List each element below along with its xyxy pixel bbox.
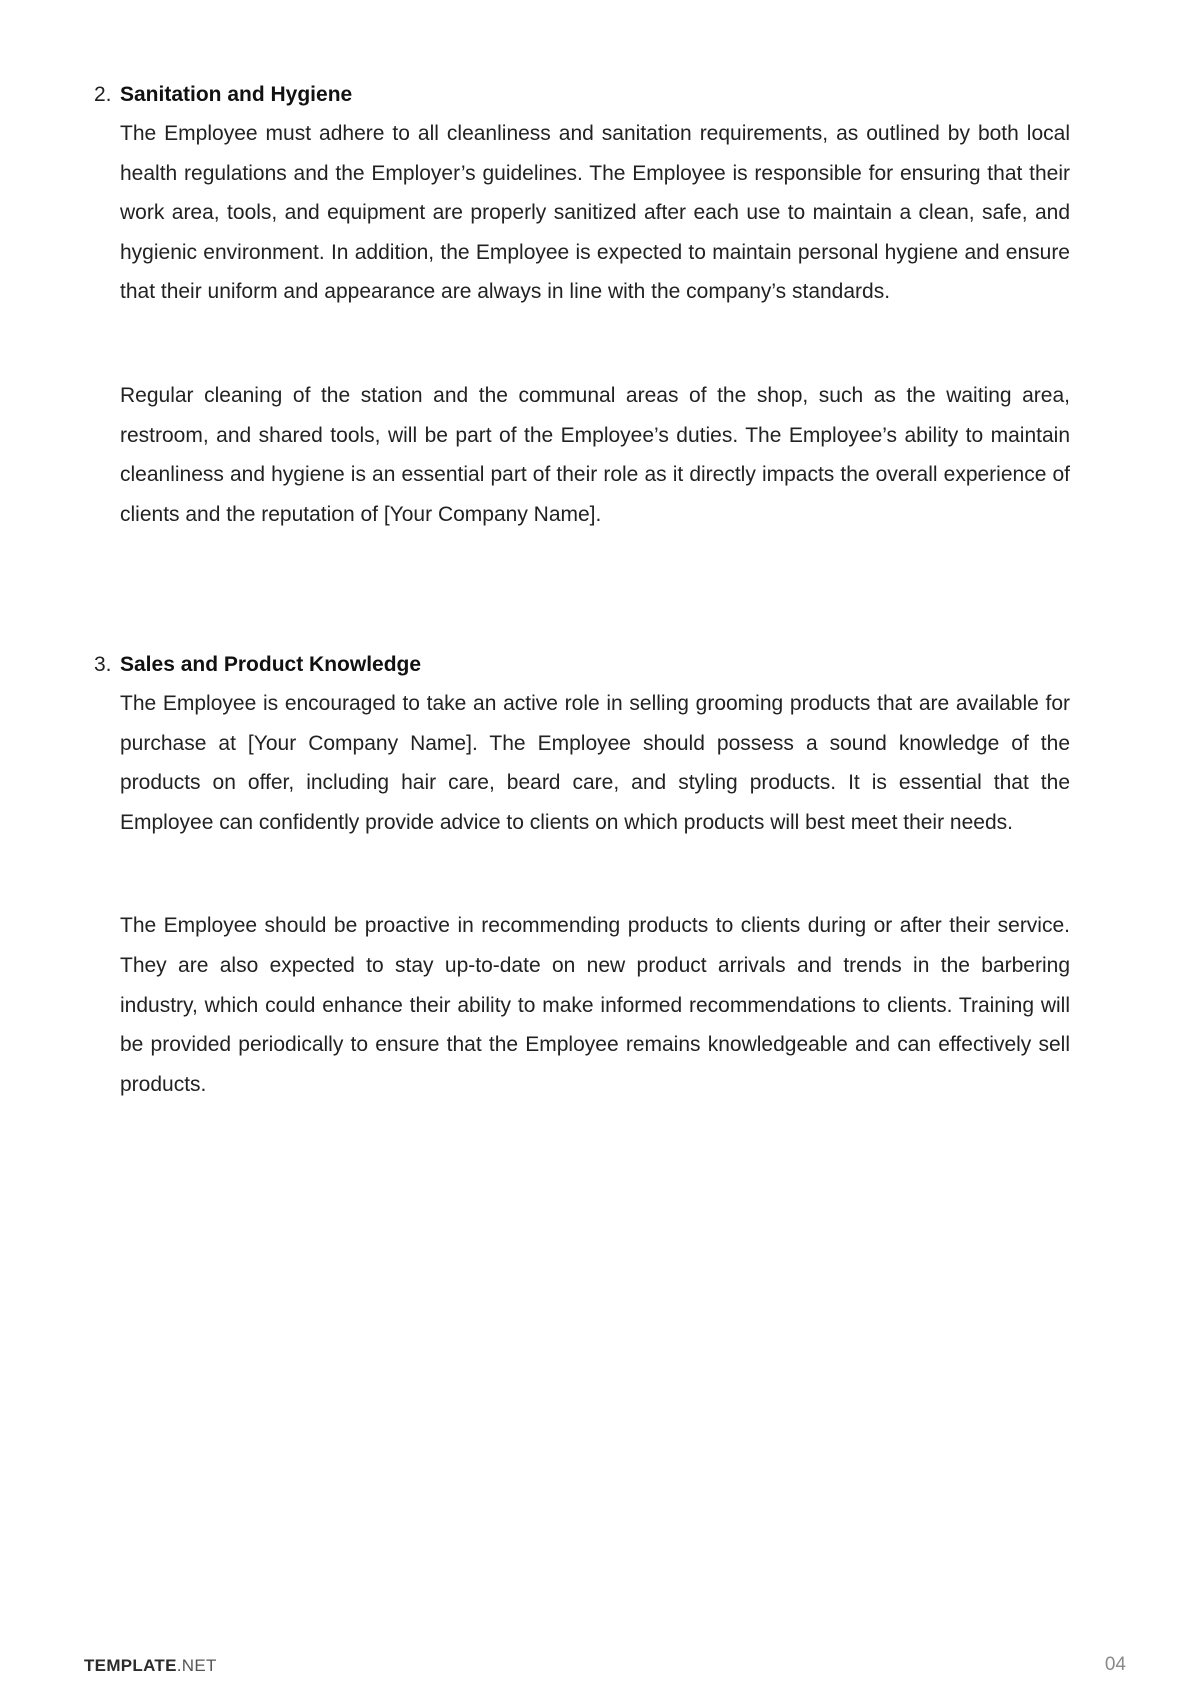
- paragraph: Regular cleaning of the station and the communal areas of the shop, such as the waiting area, restroom, and shared tools, will be part of the Employee’s duties. The Employee’s ability to maintain cleanliness and hygiene is an essential part of their role as it directly impacts the overall experience of clients and the reputation of [Your Company Name].: [120, 383, 1070, 526]
- section-number: 2.: [94, 83, 112, 106]
- section-number: 3.: [94, 653, 112, 676]
- section-heading: [94, 80, 1070, 110]
- section-title: Sanitation and Hygiene: [120, 83, 353, 106]
- section-title: Sales and Product Knowledge: [120, 653, 422, 676]
- paragraph: The Employee is encouraged to take an active role in selling grooming products that are available for purchase at [Your Company Name]. The Employee should possess a sound knowledge of the products on offer, including hair care, beard care, and styling products. It is essential that the Employee can confidently provide advice to clients on which products will best meet their needs.: [120, 692, 1070, 834]
- page-number: 04: [1104, 1654, 1126, 1675]
- section-heading: [94, 650, 1070, 680]
- brand-name-strong: TEMPLATE: [84, 1656, 177, 1675]
- section-sales-and-product-knowledge: [94, 650, 1070, 1104]
- section-sanitation-and-hygiene: [94, 80, 1070, 534]
- footer-brand-logo: [84, 1656, 217, 1676]
- paragraph: The Employee should be proactive in recommending products to clients during or after their service. They are also expected to stay up-to-date on new product arrivals and trends in the barbering industry, which could enhance their ability to make informed recommendations to clients. Training will be provided periodically to ensure that the Employee remains knowledgeable and can effectively sell products.: [120, 914, 1070, 1096]
- brand-name-light: .NET: [176, 1656, 217, 1675]
- paragraph: The Employee must adhere to all cleanliness and sanitation requirements, as outlined by both local health regulations and the Employer’s guidelines. The Employee is responsible for ensuring that their work area, tools, and equipment are properly sanitized after each use to maintain a clean, safe, and hygienic environment. In addition, the Employee is expected to maintain personal hygiene and ensure that their uniform and appearance are always in line with the company’s standards.: [120, 122, 1070, 304]
